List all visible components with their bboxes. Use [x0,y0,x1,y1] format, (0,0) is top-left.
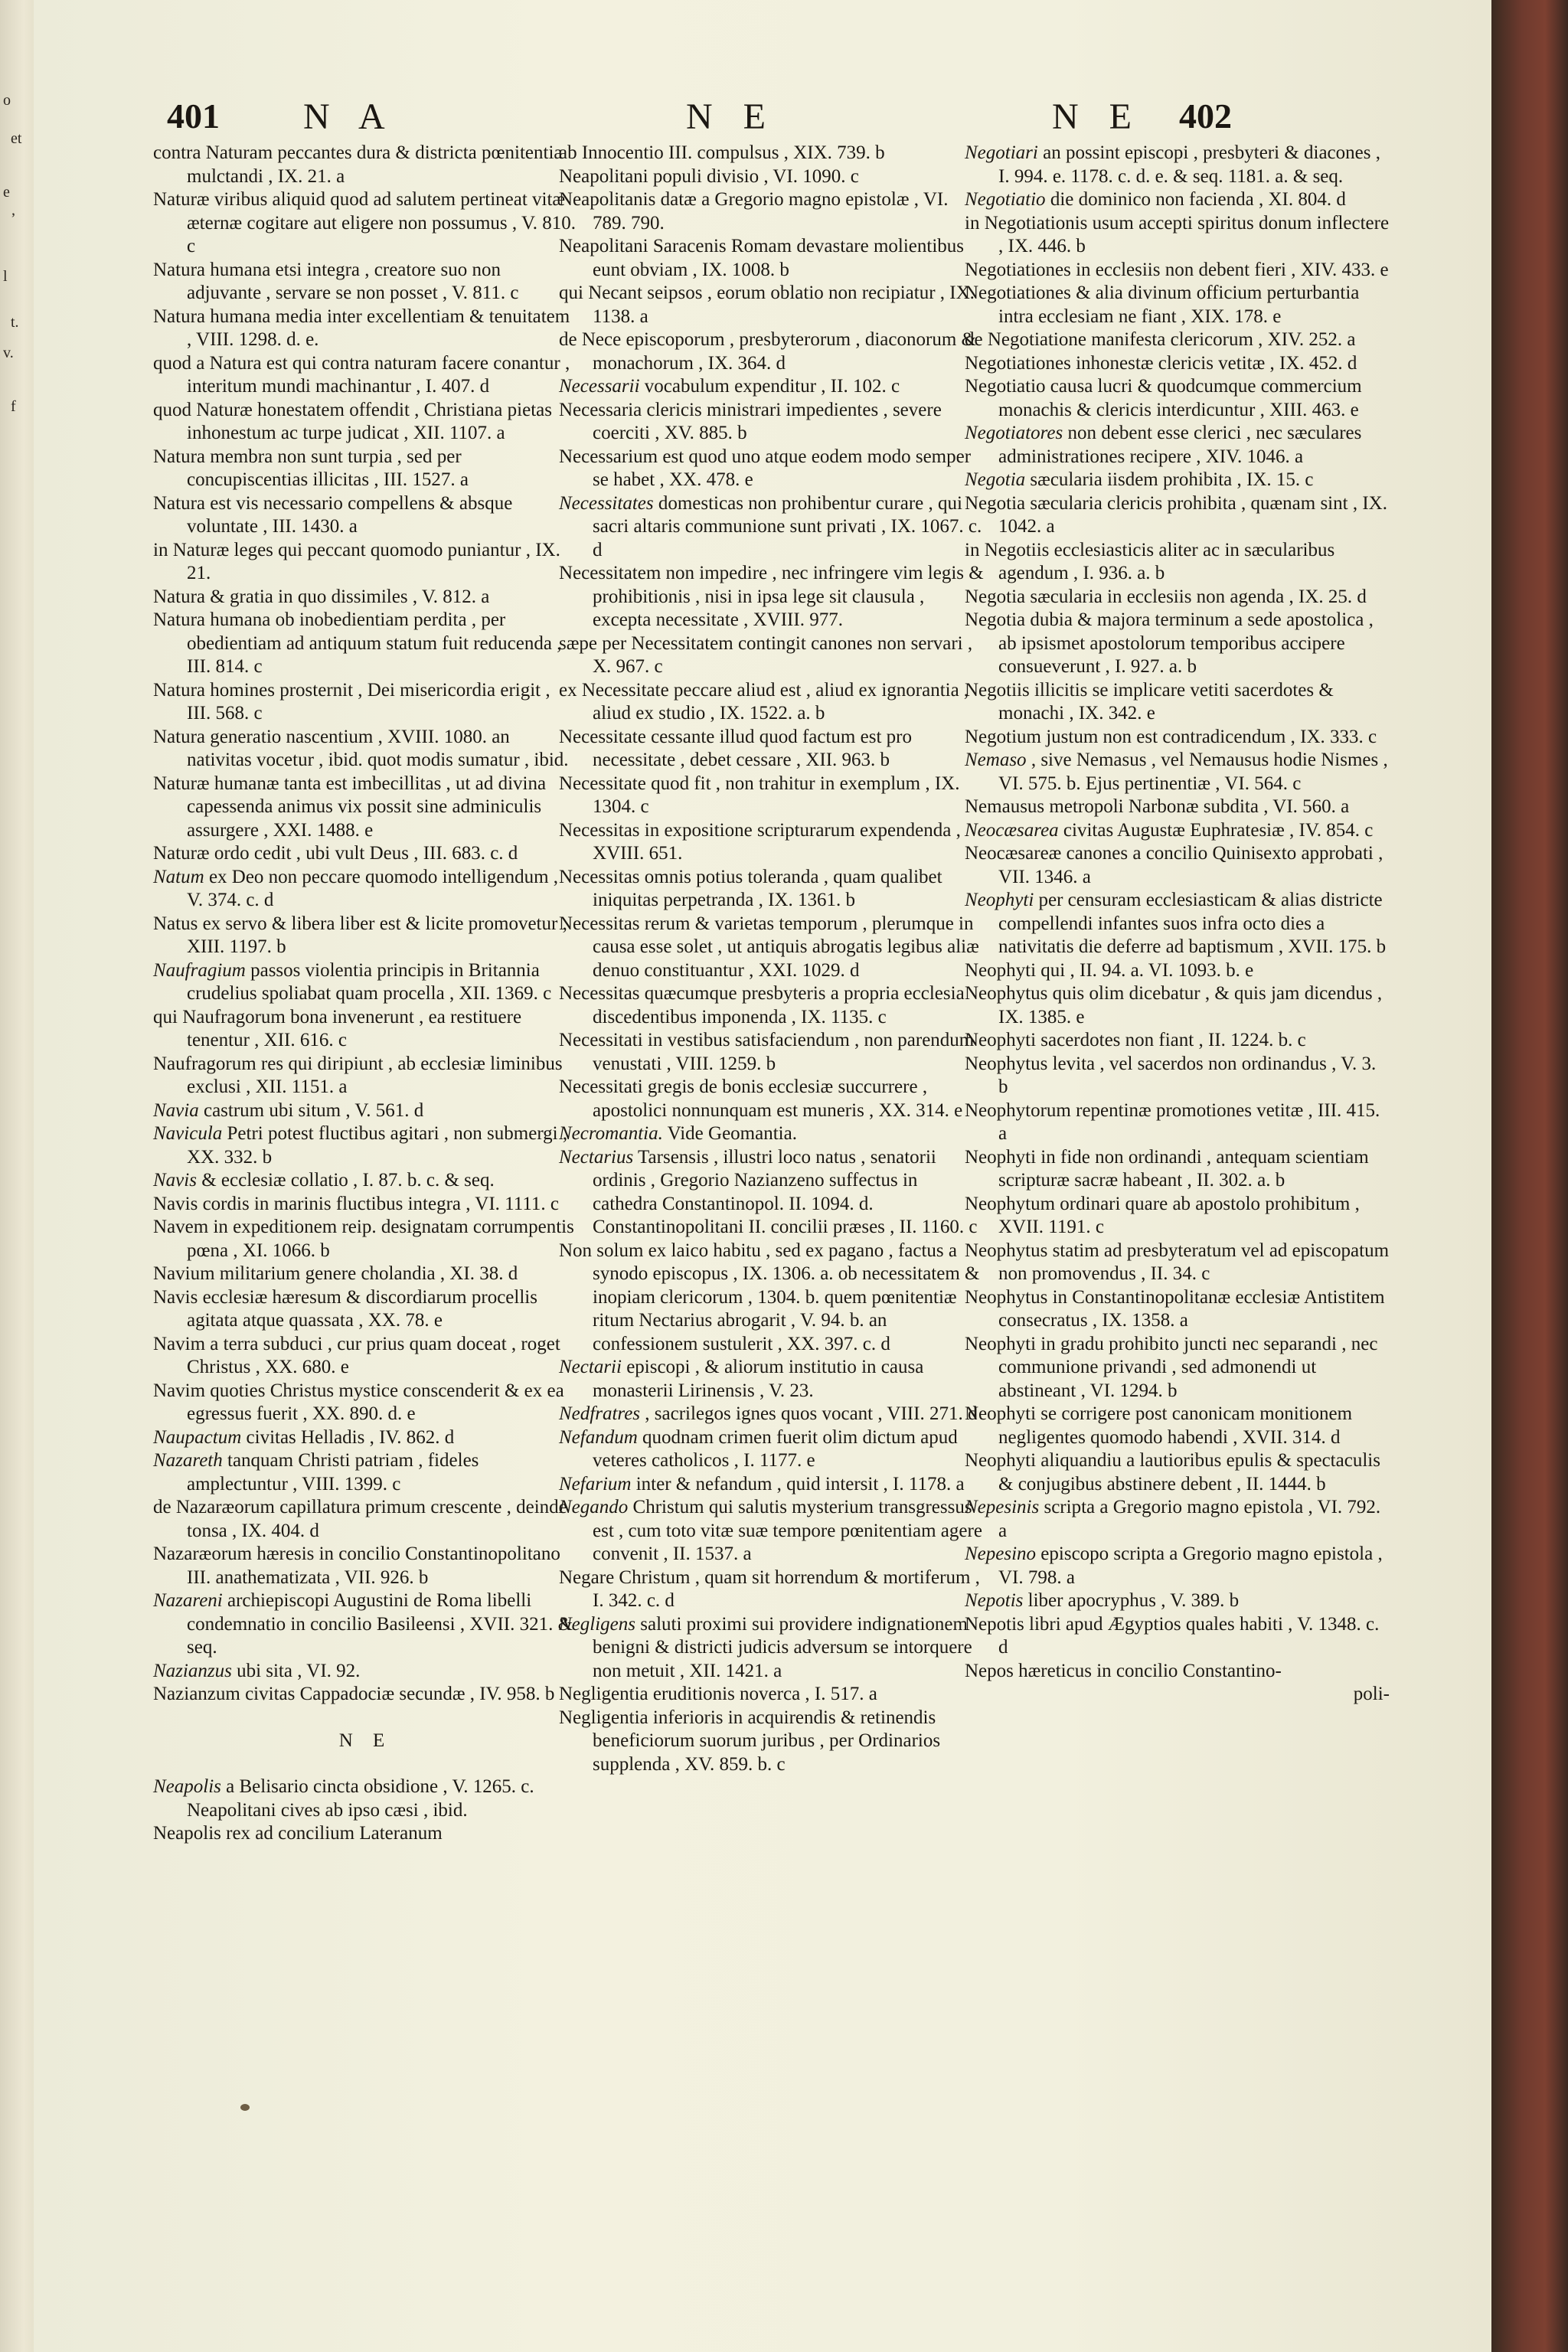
index-entry [559,1566,984,1613]
index-entry [965,842,1390,889]
entry-text: Necessitati gregis de bonis ecclesiæ succurrere , apostolici nonnunquam est muneris , XX. 314. e [559,1076,963,1121]
index-entry [153,446,578,492]
index-entry [153,1660,578,1684]
entry-text: sæcularia iisdem prohibita , IX. 15. c [1025,469,1314,490]
index-entry [965,328,1390,352]
index-entry [153,1589,578,1660]
index-entry [965,1053,1390,1099]
index-entry [153,1775,578,1822]
index-entry [153,1543,578,1589]
left-page-number: 401 [167,96,220,136]
entry-text: Natura homines prosternit , Dei misericordia erigit , III. 568. c [153,679,550,724]
entry-lemma: Nefandum [559,1426,638,1448]
index-entry [965,1660,1390,1684]
entry-text: contra Naturam peccantes dura & districta pœnitentia mulctandi , IX. 21. a [153,142,563,187]
index-entry [153,492,578,539]
index-entry [153,188,578,259]
entry-lemma: Negando [559,1497,629,1517]
index-entry [559,726,984,773]
entry-text: Negotia sæcularia clericis prohibita , quænam sint , IX. 1042. a [965,492,1387,537]
entry-text: Negare Christum , quam sit horrendum & mortiferum , I. 342. c. d [559,1566,980,1611]
entry-text: Neapolitani Saracenis Romam devastare molientibus eunt obviam , IX. 1008. b [559,236,965,280]
entry-text: Negotiationes inhonestæ clericis vetitæ , IX. 452. d [965,352,1357,374]
entry-text: tanquam Christi patriam , fideles amplectuntur , VIII. 1399. c [187,1450,479,1494]
gutter-mark: v. [3,345,14,361]
index-entry [153,1286,578,1333]
entry-text: civitas Helladis , IV. 862. d [241,1426,455,1448]
right-running-head: N E [1052,96,1142,137]
gutter-mark: e [3,184,10,201]
paper-blemish [240,2104,250,2111]
left-running-head: N A [303,96,396,137]
entry-text: passos violentia principis in Britannia crudelius spoliabat quam procella , XII. 1369. c [187,959,552,1004]
entry-text: Necessaria clericis ministrari impedientes , severe coerciti , XV. 885. b [559,399,942,443]
entry-text: episcopi , & aliorum institutio in causa monasterii Lirinensis , V. 23. [593,1357,924,1401]
entry-text: Neophyti in gradu prohibito juncti nec separandi , nec communione privandi , sed admonendi ut abstineant , VI. 1294. b [965,1333,1378,1401]
entry-text: Non solum ex laico habitu , sed ex pagano , factus a synodo episcopus , IX. 1306. a. ob necessitatem & inopiam clericorum , 1304. b. quem pœnitentiæ ritum Nectarius abrogarit , V. 94. b. an confessionem sustulerit , XX. 397. c. d [559,1240,980,1354]
entry-text: ab Innocentio III. compulsus , XIX. 739. b [559,142,885,163]
entry-text: inter & nefandum , quid intersit , I. 1178. a [631,1473,965,1494]
entry-text: Negotiatio causa lucri & quodcumque commercium monachis & clericis interdicuntur , XIII. 463. e [965,376,1362,420]
index-entry [965,1449,1390,1496]
index-entry [153,1333,578,1380]
index-entry [559,773,984,819]
index-entry [153,1006,578,1053]
entry-text: Navim a terra subduci , cur prius quam doceat , roget Christus , XX. 680. e [153,1333,560,1377]
index-entry [153,1683,578,1707]
entry-lemma: Negotiatio [965,189,1046,210]
index-entry [965,422,1390,469]
entry-text: Navim quoties Christus mystice conscenderit & ex ea egressus fuerit , XX. 890. d. e [153,1380,564,1424]
index-entry [559,282,984,328]
entry-text: Negotiationes & alia divinum officium perturbantia intra ecclesiam ne fiant , XIX. 178. e [965,283,1360,327]
entry-text: Negotia sæcularia in ecclesiis non agenda , IX. 25. d [965,586,1367,607]
entry-lemma: Naufragium [153,959,246,981]
index-entry [559,492,984,563]
entry-text: Navis cordis in marinis fluctibus integra , VI. 1111. c [153,1193,559,1214]
entry-lemma: Neocæsarea [965,819,1059,841]
index-entry [559,375,984,399]
entry-text: Neophytus levita , vel sacerdos non ordinandus , V. 3. b [965,1053,1377,1097]
book-page [34,0,1491,2352]
index-entry [559,632,984,679]
facing-page-edge [0,0,34,2352]
index-entry [965,352,1390,376]
index-entry [153,726,578,773]
entry-lemma: Nepotis [965,1590,1024,1611]
index-entry [965,469,1390,492]
center-running-head: N E [686,96,776,137]
entry-text: Neapolis rex ad concilium Lateranum [153,1823,443,1844]
index-entry [559,1473,984,1497]
entry-text: domesticas non prohibentur curare , qui sacri altaris communione sunt privati , IX. 1067. c. d [593,492,982,560]
index-entry [965,1403,1390,1449]
index-entry [965,259,1390,283]
entry-text: non debent esse clerici , nec sæculares administrationes recipere , XIV. 1046. a [998,423,1362,467]
entry-lemma: Nectarius [559,1146,634,1168]
index-entry [153,1380,578,1426]
entry-text: Necessitatem non impedire , nec infringere vim legis & prohibitionis , nisi in ipsa lege sit clausula , excepta necessitate , XVIII. 977. [559,563,984,630]
entry-text: Christum qui salutis mysterium transgressus est , cum toto vitæ suæ tempore pœnitentiam agere convenit , II. 1537. a [593,1497,982,1564]
entry-lemma: Nazianzus [153,1660,232,1681]
index-entry [965,1099,1390,1146]
index-entry [559,446,984,492]
entry-lemma: Negotia [965,469,1026,490]
entry-text: Necessitate quod fit , non trahitur in exemplum , IX. 1304. c [559,773,960,817]
index-entry [965,282,1390,328]
entry-text: ex Deo non peccare quomodo intelligendum , V. 374. c. d [187,866,559,910]
index-entry [965,819,1390,843]
index-entry [559,1426,984,1473]
index-entry [559,1683,984,1707]
index-entry [153,1216,578,1263]
gutter-mark: f [11,398,16,415]
index-entry [153,1053,578,1099]
entry-text: liber apocryphus , V. 389. b [1023,1590,1240,1611]
entry-lemma: Neapolis [153,1776,221,1797]
entry-lemma: Nepesino [965,1544,1037,1564]
index-entry [153,1122,578,1169]
entry-text: quod Naturæ honestatem offendit , Christiana pietas inhonestum ac turpe judicat , XII. 1107. a [153,399,552,443]
entry-text: Necessitati in vestibus satisfaciendum , non parendum venustati , VIII. 1259. b [559,1030,975,1074]
index-entry [153,679,578,726]
entry-text: saluti proximi sui providere indignationem benigni & districti judicis adversum se intorquere non metuit , XII. 1421. a [593,1613,972,1681]
index-entry [153,1822,578,1846]
entry-text: Negotiis illicitis se implicare vetiti sacerdotes & monachi , IX. 342. e [965,679,1334,724]
index-entry [153,1263,578,1286]
index-entry [965,212,1390,259]
entry-text: Neapolitanis datæ a Gregorio magno epistolæ , VI. 789. 790. [559,189,949,234]
entry-lemma: Nazareth [153,1450,223,1471]
entry-text: Negotia dubia & majora terminum a sede apostolica , ab ipsismet apostolorum temporibus accipere consueverunt , I. 927. a. b [965,609,1374,677]
entry-text: , sive Nemasus , vel Nemausus hodie Nismes , VI. 575. b. Ejus pertinentiæ , VI. 564. c [998,750,1388,794]
entry-text: Negligentia inferioris in acquirendis & retinendis beneficiorum suorum juribus , per Ordinarios supplenda , XV. 859. b. c [559,1707,941,1775]
entry-text: Natura membra non sunt turpia , sed per concupiscentias illicitas , III. 1527. a [153,446,469,490]
gutter-mark: l [3,268,8,285]
index-entry [559,866,984,913]
index-entry [559,1029,984,1076]
index-entry [965,1333,1390,1403]
entry-text: ex Necessitate peccare aliud est , aliud ex ignorantia , aliud ex studio , IX. 1522. a. b [559,679,969,724]
book-cover-edge [1491,0,1568,2352]
index-entry [965,188,1390,212]
entry-text: Navem in expeditionem reip. designatam corrumpentis pœna , XI. 1066. b [153,1217,574,1261]
index-entry [965,586,1390,609]
entry-text: Neophyti se corrigere post canonicam monitionem negligentes quomodo habendi , XVII. 314. d [965,1403,1353,1448]
gutter-mark: t. [11,314,19,331]
index-entry [559,1496,984,1566]
index-entry [559,399,984,446]
entry-text: in Negotiis ecclesiasticis aliter ac in sæcularibus agendum , I. 936. a. b [965,539,1335,583]
entry-text: Naufragorum res qui diripiunt , ab ecclesiæ liminibus exclusi , XII. 1151. a [153,1053,563,1097]
entry-text: Negotium justum non est contradicendum , IX. 333. c [965,726,1377,747]
gutter-mark: et [11,130,22,147]
index-entry [965,1029,1390,1053]
entry-text: castrum ubi situm , V. 561. d [198,1099,424,1121]
entry-text: Necessitas quæcumque presbyteris a propria ecclesia discedentibus imponenda , IX. 1135. c [559,983,965,1027]
index-entry [153,1426,578,1450]
index-entry [965,1543,1390,1589]
index-entry [153,1099,578,1123]
index-entry [965,1589,1390,1613]
entry-lemma: Naupactum [153,1426,242,1448]
index-entry [965,1496,1390,1543]
entry-text: Necessitate cessante illud quod factum est pro necessitate , debet cessare , XII. 963. b [559,726,912,770]
catchword: poli- [1353,1684,1390,1704]
index-entry [153,305,578,352]
entry-text: de Nazaræorum capillatura primum crescente , deinde tonsa , IX. 404. d [153,1497,567,1541]
entry-lemma: Nedfratres [559,1403,641,1424]
entry-text: sæpe per Necessitatem contingit canones non servari , X. 967. c [559,632,973,677]
entry-text: Neophytus in Constantinopolitanæ ecclesiæ Antistitem consecratus , IX. 1358. a [965,1286,1385,1331]
entry-text: qui Necant seipsos , eorum oblatio non recipiatur , IX. 1138. a [559,283,975,327]
index-entry [559,328,984,375]
index-entry [965,889,1390,959]
index-entry [559,1707,984,1777]
entry-lemma: Navicula [153,1123,223,1144]
index-entry [559,165,984,189]
entry-lemma: Nazareni [153,1590,223,1611]
index-entry [965,609,1390,679]
index-entry [559,679,984,726]
index-entry [965,982,1390,1029]
index-entry [965,726,1390,750]
entry-text: ubi sita , VI. 92. [231,1660,361,1681]
index-entry [153,609,578,679]
entry-text: Natura humana media inter excellentiam & tenuitatem , VIII. 1298. d. e. [153,305,570,350]
index-entry [559,1146,984,1240]
entry-text: de Nece episcoporum , presbyterorum , diaconorum & monachorum , IX. 364. d [559,329,976,374]
index-entry [153,842,578,866]
index-entry [965,142,1390,188]
entry-text: Natura generatio nascentium , XVIII. 1080. an nativitas vocetur , ibid. quot modis sumatur , ibid. [153,726,569,770]
entry-text: Natura humana etsi integra , creatore suo non adjuvante , servare se non posset , V. 811. c [153,259,519,303]
index-entry [965,679,1390,726]
entry-lemma: Neophyti [965,890,1034,910]
index-entry [965,959,1390,983]
index-entry [153,959,578,1006]
entry-text: de Negotiatione manifesta clericorum , XIV. 252. a [965,329,1356,350]
index-entry [965,795,1390,819]
entry-text: scripta a Gregorio magno epistola , VI. 792. a [998,1497,1381,1541]
entry-text: Natura & gratia in quo dissimiles , V. 812. a [153,586,490,607]
index-entry [153,773,578,843]
index-entry [965,1286,1390,1333]
entry-text: Naturæ humanæ tanta est imbecillitas , ut ad divina capessenda animus vix possit sine adminiculis assurgere , XXI. 1488. e [153,773,547,841]
entry-lemma: Navia [153,1099,199,1121]
gutter-mark: ʼ [11,211,16,227]
index-entry [965,1240,1390,1286]
index-entry [559,188,984,235]
entry-text: Neophytus statim ad presbyteratum vel ad episcopatum non promovendus , II. 34. c [965,1240,1390,1284]
index-entry [559,1122,984,1146]
entry-text: die dominico non facienda , XI. 804. d [1045,189,1346,210]
entry-lemma: Negotiari [965,142,1038,163]
entry-text: Natura humana ob inobedientiam perdita , per obedientiam ad antiquum statum fuit reducenda , III. 814. c [153,609,562,677]
entry-text: & ecclesiæ collatio , I. 87. b. c. & seq. [196,1170,495,1191]
index-entry [153,866,578,913]
entry-text: Nepos hæreticus in concilio Constantino- [965,1660,1282,1681]
entry-text: Neophyti in fide non ordinandi , antequam scientiam scripturæ sacræ habeant , II. 302. a. b [965,1146,1369,1191]
entry-text: Neophyti sacerdotes non fiant , II. 1224. b. c [965,1030,1306,1050]
entry-text: archiepiscopi Augustini de Roma libelli condemnatio in concilio Basileensi , XVII. 321. & seq. [187,1590,573,1658]
entry-lemma: Necessarii [559,376,640,397]
entry-text: in Naturæ leges qui peccant quomodo puniantur , IX. 21. [153,539,560,583]
entry-text: , sacrilegos ignes quos vocant , VIII. 271. d [640,1403,978,1424]
index-entry [559,562,984,632]
entry-text: Navis ecclesiæ hæresum & discordiarum procellis agitata atque quassata , XX. 78. e [153,1286,537,1331]
index-entry [559,235,984,282]
entry-lemma: Nectarii [559,1357,622,1377]
index-entry [965,749,1390,795]
entry-text: vocabulum expenditur , II. 102. c [639,376,900,397]
index-entry [559,1356,984,1403]
entry-text: quodnam crimen fuerit olim dictum apud veteres catholicos , I. 1177. e [593,1426,958,1471]
index-column-right [965,142,1390,1707]
entry-text: Neophytus quis olim dicebatur , & quis jam dicendus , IX. 1385. e [965,983,1383,1027]
entry-text: Vide Geomantia. [662,1123,797,1144]
index-entry [559,1240,984,1357]
index-column-middle [559,142,984,1776]
entry-text: Nemausus metropoli Narbonæ subdita , VI. 560. a [965,796,1350,817]
index-column-left [153,142,578,1846]
index-entry [965,492,1390,539]
section-heading: N E [338,1730,393,1751]
index-entry [965,1613,1390,1660]
entry-text: Nazianzum civitas Cappadociæ secundæ , IV. 958. b [153,1684,555,1704]
entry-lemma: Necromantia. [559,1123,663,1144]
entry-lemma: Necessitates [559,492,654,514]
entry-lemma: Nemaso [965,750,1027,770]
entry-text: Petri potest fluctibus agitari , non submergi , XX. 332. b [187,1123,568,1168]
index-entry [559,1403,984,1426]
entry-text: qui Naufragorum bona invenerunt , ea restituere tenentur , XII. 616. c [153,1006,522,1050]
right-page-number: 402 [1179,96,1232,136]
index-entry [153,586,578,609]
entry-text: Neophytorum repentinæ promotiones vetitæ , III. 415. a [965,1099,1380,1144]
entry-lemma: Natum [153,866,204,887]
index-entry [965,1146,1390,1193]
index-entry [153,352,578,399]
entry-text: Natura est vis necessario compellens & absque voluntate , III. 1430. a [153,492,513,537]
entry-text: Necessitas rerum & varietas temporum , plerumque in causa esse solet , ut antiquis abrogatis legibus aliæ denuo constituantur , XXI. 1029. d [559,913,979,981]
index-entry [153,1496,578,1543]
entry-text: per censuram ecclesiasticam & alias districte compellendi infantes suos infra octo dies a nativitatis die deferre ad baptismum , XVII. 175. b [998,890,1387,957]
entry-lemma: Nepesinis [965,1497,1040,1517]
entry-text: Nazaræorum hæresis in concilio Constantinopolitano III. anathematizata , VII. 926. b [153,1544,560,1588]
index-entry [559,819,984,866]
entry-text: Negotiationes in ecclesiis non debent fieri , XIV. 433. e [965,259,1389,280]
gutter-mark: o [3,92,11,109]
index-entry [965,1193,1390,1240]
index-entry [965,539,1390,586]
entry-text: Neocæsareæ canones a concilio Quinisexto approbati , VII. 1346. a [965,843,1383,887]
entry-text: quod a Natura est qui contra naturam facere conantur , interitum mundi machinantur , I. 407. d [153,352,570,397]
entry-text: Naturæ ordo cedit , ubi vult Deus , III. 683. c. d [153,843,518,864]
index-entry [153,142,578,188]
index-entry [153,259,578,305]
entry-text: civitas Augustæ Euphratesiæ , IV. 854. c [1058,819,1374,841]
index-entry [153,1449,578,1496]
index-entry [559,1613,984,1684]
entry-text: in Negotiationis usum accepti spiritus donum inflectere , IX. 446. b [965,212,1390,256]
entry-lemma: Nefarium [559,1473,632,1494]
entry-text: Necessitas in expositione scripturarum expendenda , XVIII. 651. [559,819,961,864]
index-entry [153,1193,578,1217]
index-entry [153,399,578,446]
entry-text: Negligentia eruditionis noverca , I. 517. a [559,1684,877,1704]
entry-text: Necessitas omnis potius toleranda , quam qualibet iniquitas perpetranda , IX. 1361. b [559,866,942,910]
index-entry [153,539,578,586]
entry-text: an possint episcopi , presbyteri & diacones , I. 994. e. 1178. c. d. e. & seq. 1181. a. & seq. [998,142,1380,187]
index-entry [559,142,984,165]
entry-lemma: Negotiatores [965,423,1063,443]
entry-text: Neophyti qui , II. 94. a. VI. 1093. b. e [965,959,1254,981]
entry-text: Necessarium est quod uno atque eodem modo semper se habet , XX. 478. e [559,446,972,490]
index-entry [559,982,984,1029]
index-entry [153,913,578,959]
entry-lemma: Negligens [559,1613,635,1635]
entry-text: Natus ex servo & libera liber est & licite promovetur , XIII. 1197. b [153,913,567,957]
index-entry [153,1169,578,1193]
index-entry [965,375,1390,422]
entry-text: Tarsensis , illustri loco natus , senatorii ordinis , Gregorio Nazianzeno suffectus in cathedra Constantinopol. II. 1094. d. Constantinopolitani II. concilii præses , II. 1160. c [593,1146,978,1237]
entry-text: Neophytum ordinari quare ab apostolo prohibitum , XVII. 1191. c [965,1193,1360,1237]
entry-text: Nepotis libri apud Ægyptios quales habiti , V. 1348. c. d [965,1613,1380,1658]
entry-text: Naturæ viribus aliquid quod ad salutem pertineat vitæ æternæ cogitare aut eligere non possumus , V. 810. c [153,189,577,256]
entry-text: Neophyti aliquandiu a lautioribus epulis & spectaculis & conjugibus abstinere debent , II. 1444. b [965,1450,1380,1494]
entry-lemma: Navis [153,1170,197,1191]
index-entry [559,1076,984,1122]
entry-text: episcopo scripta a Gregorio magno epistola , VI. 798. a [998,1544,1383,1588]
entry-text: Neapolitani populi divisio , VI. 1090. c [559,165,859,187]
entry-text: a Belisario cincta obsidione , V. 1265. c. Neapolitani cives ab ipso cæsi , ibid. [187,1776,534,1821]
index-entry [559,913,984,983]
entry-text: Navium militarium genere cholandia , XI. 38. d [153,1263,518,1284]
